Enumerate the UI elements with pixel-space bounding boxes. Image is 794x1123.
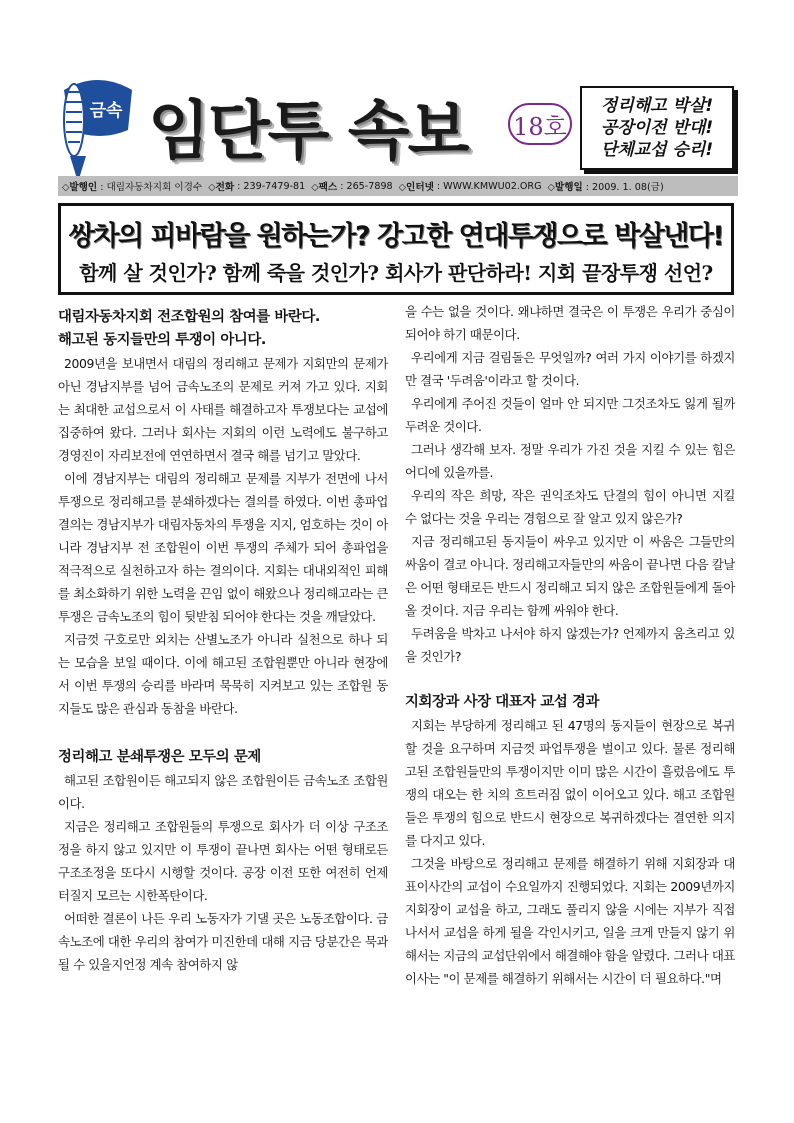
section-heading: 정리해고 분쇄투쟁은 모두의 문제 <box>58 749 261 765</box>
paragraph: 어떠한 결론이 나든 우리 노동자가 기댈 곳은 노동조합이다. 금속노조에 대한 우리의 참여가 미진한데 대해 지금 당분간은 묵과될 수 있을지언정 계속 참여하지 않 <box>58 911 388 972</box>
phone-value: : 239-7479-81 <box>237 180 306 192</box>
phone-label: ◇전화 <box>208 182 235 193</box>
paragraph: 그러나 생각해 보자. 정말 우리가 가진 것을 지킬 수 있는 힘은 어디에 있을까를. <box>405 442 735 480</box>
fax-value: : 265-7898 <box>340 180 393 192</box>
paragraph: 그것을 바탕으로 정리해고 문제를 해결하기 위해 지회장과 대표이사간의 교섭이 수요일까지 진행되었다. 지회는 2009년까지 지회장이 교섭을 하고, 그래도 풀리지 않을 시에는 지부가 직접 나서서 교섭을 하게 될을 각인시키고, 일을 크게 만들지 않기 위해서는 지금의 교섭단위에서 해결해야 함을 알렸다. 그러나 대표이사는 "이 문제를 해결하기 위해서는 시간이 더 필요하다."며 <box>405 856 735 986</box>
headline-sub: 함께 살 것인가? 함께 죽을 것인가? 회사가 판단하라! 지회 끝장투쟁 선언? <box>79 261 713 285</box>
issue-number: 18호 <box>508 103 572 145</box>
article-column-left <box>58 306 388 976</box>
paragraph: 이에 경남지부는 대림의 정리해고 문제를 지부가 전면에 나서 투쟁으로 정리해고를 분쇄하겠다는 결의를 하였다. 이번 총파업 결의는 경남지부가 대림자동차의 투쟁을 지지, 엄호하는 것이 아니라 경남지부 전 조합원이 이번 투쟁의 주체가 되어 총파업을 적극적으로 실천하고자 하는 결의이다. 지회는 대내외적인 피해를 최소화하기 위한 노력을 끈임 없이 해왔으나 정리해고라는 큰 투쟁은 금속노조의 힘이 뒷받침 되어야 한다는 것을 깨달았다. <box>58 471 388 624</box>
article-column-right <box>405 300 735 990</box>
publisher-value: : 대림자동차지회 이경수 <box>100 182 203 193</box>
paragraph: 우리에게 지금 걸림돌은 무엇일까? 여러 가지 이야기를 하겠지만 결국 '두려움'이라고 할 것이다. <box>405 350 735 388</box>
headline-box <box>58 203 734 295</box>
slogan-line: 단체교섭 승리! <box>600 140 714 161</box>
section-heading: 대림자동차지회 전조합원의 참여를 바란다. <box>58 309 320 325</box>
logo-text: 금속 <box>89 101 123 121</box>
union-logo-icon <box>60 72 135 182</box>
internet-label: ◇인터넷 <box>398 182 434 193</box>
paragraph: 우리의 작은 희망, 작은 권익조차도 단결의 힘이 아니면 지킬 수 없다는 것을 우리는 경험으로 잘 알고 있지 않은가? <box>405 488 735 526</box>
internet-value: : WWW.KMWU02.ORG <box>436 180 542 192</box>
paragraph: 지금은 정리해고 조합원들의 투쟁으로 회사가 더 이상 구조조정을 하지 않고 있지만 이 투쟁이 끝나면 회사는 어떤 형태로든 구조조정을 또다시 시행할 것이다. 공장 이전 또한 여전히 언제 터질지 모르는 시한폭탄이다. <box>58 819 388 903</box>
paragraph: 지회는 부당하게 정리해고 된 47명의 동지들이 현장으로 복귀할 것을 요구하며 지금껏 파업투쟁을 벌이고 있다. 물론 정리해고된 조합원들만의 투쟁이지만 이미 많은 시간이 흘렀음에도 투쟁의 대오는 한 치의 흐트러짐 없이 이어오고 있다. 해고 조합원들은 투쟁의 힘으로 반드시 현장으로 복귀하겠다는 결연한 의지를 다지고 있다. <box>405 718 735 848</box>
paragraph: 을 수는 없을 것이다. 왜냐하면 결국은 이 투쟁은 우리가 중심이 되어야 하기 때문이다. <box>405 304 735 342</box>
union-logo <box>60 72 135 182</box>
slogan-line: 공장이전 반대! <box>600 117 714 138</box>
slogan-line: 정리해고 박살! <box>600 95 714 116</box>
paragraph: 해고된 조합원이든 해고되지 않은 조합원이든 금속노조 조합원이다. <box>58 773 388 811</box>
paragraph: 우리에게 주어진 것들이 얼마 안 되지만 그것조차도 잃게 될까 두려운 것이다. <box>405 396 735 434</box>
paragraph: 지금껏 구호로만 외치는 산별노조가 아니라 실천으로 하나 되는 모습을 보일 때이다. 이에 해고된 조합원뿐만 아니라 현장에서 이번 투쟁의 승리를 바라며 묵묵히 지켜보고 있는 조합원 동지들도 많은 관심과 동참을 바란다. <box>58 632 388 716</box>
publication-info-bar <box>58 176 738 196</box>
paragraph: 지금 정리해고된 동지들이 싸우고 있지만 이 싸움은 그들만의 싸움이 결코 아니다. 정리해고자들만의 싸움이 끝나면 다음 칼날은 어떤 형태로든 반드시 정리해고 되지 않은 조합원들에게 돌아 올 것이다. 지금 우리는 함께 싸워야 한다. <box>405 534 735 618</box>
paragraph: 2009년을 보내면서 대림의 정리해고 문제가 지회만의 문제가 아닌 경남지부를 넘어 금속노조의 문제로 커져 가고 있다. 지회는 최대한 교섭으로서 이 사태를 해결하고자 투쟁보다는 교섭에 집중하여 왔다. 그러나 회사는 지회의 이런 노력에도 불구하고 경영진이 자리보전에 연연하면서 결국 해를 넘기고 말았다. <box>58 356 388 463</box>
section-heading: 해고된 동지들만의 투쟁이 아니다. <box>58 332 266 348</box>
date-value: : 2009. 1. 08(금) <box>585 182 664 193</box>
paragraph: 두려움을 박차고 나서야 하지 않겠는가? 언제까지 움츠리고 있을 것인가? <box>405 626 735 664</box>
slogan-box <box>580 86 734 170</box>
newsletter-title: 임단투 속보 <box>148 95 468 169</box>
fax-label: ◇팩스 <box>311 182 338 193</box>
date-label: ◇발행일 <box>547 182 583 193</box>
publisher-label: ◇발행인 <box>62 182 98 193</box>
section-heading: 지회장과 사장 대표자 교섭 경과 <box>405 694 599 710</box>
headline-main: 쌍차의 피바람을 원하는가? 강고한 연대투쟁으로 박살낸다! <box>68 221 724 252</box>
